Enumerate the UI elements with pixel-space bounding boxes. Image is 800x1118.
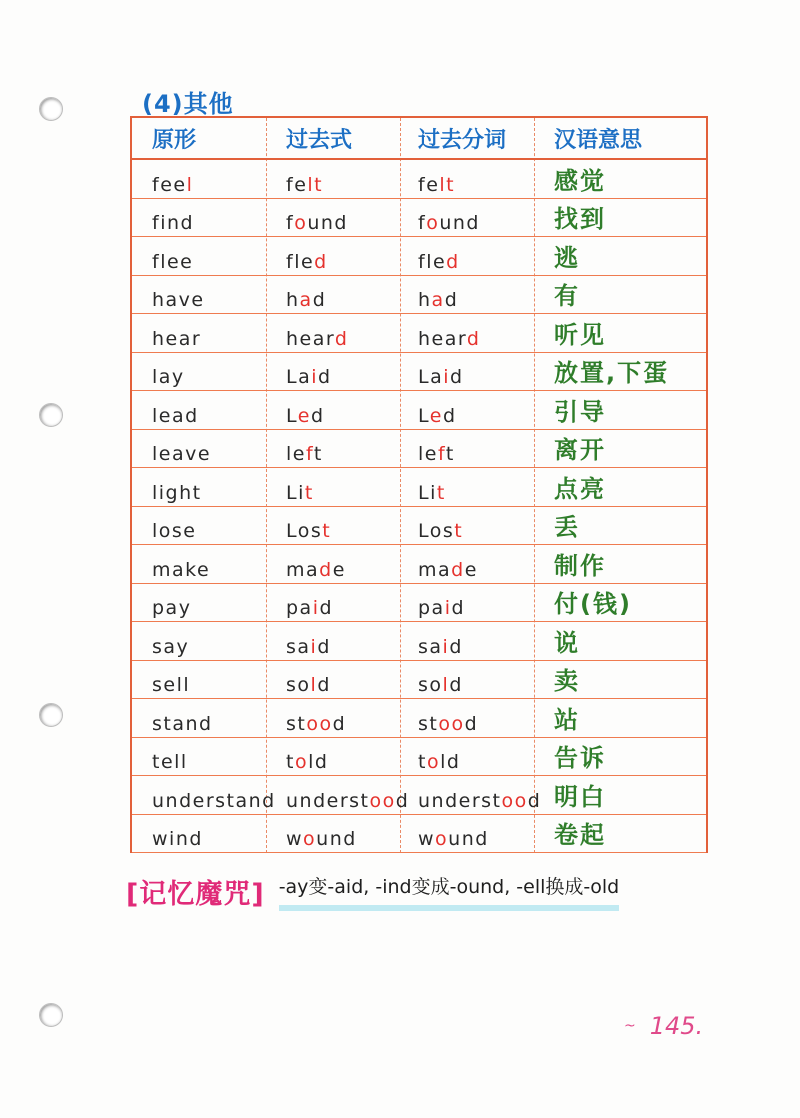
changed-letters: i: [311, 366, 319, 388]
changed-letters: oo: [306, 712, 333, 735]
word-segment: d: [449, 674, 463, 696]
header-base-form: 原形: [152, 127, 197, 153]
base-form-cell: [132, 545, 266, 583]
meaning-cell: [534, 314, 706, 352]
word-segment: lay: [152, 366, 185, 388]
past-tense-cell: [266, 622, 400, 660]
header-past-tense: 过去式: [286, 127, 353, 153]
past-tense-cell-text: [286, 289, 326, 311]
word-segment: lose: [152, 520, 197, 542]
memory-tip: [126, 872, 619, 911]
section-title: (4)其他: [142, 90, 234, 118]
header-chinese-meaning: 汉语意思: [554, 127, 643, 153]
base-form-cell-text: [152, 597, 191, 619]
binder-hole-4: [39, 1003, 63, 1027]
base-form-cell: [132, 507, 266, 545]
word-segment: ld: [440, 751, 461, 773]
table-row: [132, 468, 706, 507]
past-participle-cell: [400, 545, 534, 583]
past-tense-cell: [266, 584, 400, 622]
past-participle-cell-text: [418, 174, 455, 196]
table-row: [132, 738, 706, 777]
past-participle-cell-text: [418, 212, 480, 234]
base-form-cell-text: [152, 482, 202, 504]
word-segment: underst: [286, 789, 370, 812]
word-segment: fe: [418, 173, 440, 196]
word-segment: ma: [286, 558, 320, 581]
past-tense-cell: [266, 276, 400, 314]
word-segment: und: [307, 212, 348, 234]
past-tense-cell: [266, 545, 400, 583]
word-segment: Los: [286, 520, 323, 542]
past-tense-cell-text: [286, 713, 346, 735]
changed-letters: f: [437, 443, 446, 465]
base-form-cell-text: [152, 443, 211, 465]
changed-letters: oo: [438, 712, 465, 735]
meaning-text: 丢: [554, 513, 580, 541]
past-tense-cell-text: [286, 405, 325, 427]
meaning-cell: [534, 507, 706, 545]
table-row: [132, 314, 706, 353]
word-segment: w: [286, 828, 304, 850]
meaning-text: 放置,下蛋: [554, 359, 670, 387]
meaning-text: 卷起: [554, 821, 606, 849]
base-form-cell-text: [152, 790, 276, 812]
base-form-cell: [132, 776, 276, 814]
past-tense-cell: [266, 160, 400, 198]
changed-letters: i: [442, 635, 450, 658]
word-segment: t: [286, 751, 295, 773]
table-row: [132, 353, 706, 392]
past-tense-cell: [266, 237, 400, 275]
word-segment: find: [152, 212, 195, 234]
meaning-cell: [534, 699, 706, 737]
table-row: [132, 199, 706, 238]
meaning-cell: [534, 430, 706, 468]
word-segment: e: [464, 558, 478, 581]
changed-letters: t: [436, 481, 446, 504]
base-form-cell-text: [152, 674, 190, 696]
table-row: [132, 584, 706, 623]
page-number-text: 145.: [649, 1012, 704, 1040]
table-row: [132, 237, 706, 276]
word-segment: f: [418, 212, 427, 234]
past-participle-cell-text: [418, 366, 464, 388]
word-segment: w: [418, 828, 436, 850]
word-segment: ld: [308, 751, 329, 773]
base-form-cell: [132, 738, 266, 776]
changed-letters: i: [444, 597, 452, 619]
base-form-cell-text: [152, 405, 199, 427]
word-segment: d: [464, 712, 479, 735]
meaning-text: 找到: [554, 205, 606, 233]
past-tense-cell-text: [286, 751, 328, 773]
table-row: [132, 545, 706, 584]
meaning-text: 站: [554, 705, 580, 734]
base-form-cell: [132, 815, 266, 853]
past-tense-cell-text: [286, 328, 348, 350]
word-segment: d: [444, 289, 459, 311]
base-form-cell: [132, 391, 266, 429]
base-form-cell-text: [152, 713, 213, 735]
meaning-cell: [534, 622, 706, 660]
past-participle-cell: [400, 430, 534, 468]
meaning-text: 制作: [554, 551, 606, 580]
past-participle-cell: [400, 468, 534, 506]
base-form-cell-text: [152, 328, 201, 350]
changed-letters: i: [312, 597, 320, 619]
word-segment: light: [152, 481, 202, 504]
meaning-text: 点亮: [554, 474, 606, 503]
past-participle-cell: [400, 353, 534, 391]
past-tense-cell-text: [286, 636, 331, 658]
past-participle-cell-text: [418, 405, 457, 427]
past-participle-cell-text: [418, 751, 460, 773]
word-segment: make: [152, 558, 211, 581]
word-segment: hear: [286, 327, 335, 350]
table-row: [132, 661, 706, 700]
past-tense-cell-text: [286, 597, 333, 619]
changed-letters: o: [303, 828, 317, 850]
word-segment: fe: [286, 173, 308, 196]
word-segment: L: [418, 404, 430, 427]
past-participle-cell: [400, 776, 542, 814]
meaning-cell: [534, 353, 706, 391]
table-header-row: [132, 118, 706, 160]
meaning-cell: [534, 160, 706, 198]
word-segment: d: [527, 789, 542, 812]
changed-letters: l: [186, 173, 194, 196]
word-segment: leave: [152, 443, 212, 465]
word-segment: st: [418, 712, 439, 735]
past-tense-cell: [266, 661, 400, 699]
word-segment: have: [152, 289, 205, 311]
past-participle-cell-text: [418, 674, 463, 696]
meaning-text: 逃: [554, 243, 580, 272]
past-tense-cell-text: [286, 174, 323, 196]
past-participle-cell: [400, 276, 534, 314]
word-segment: fle: [418, 250, 447, 273]
meaning-text: 明白: [554, 782, 606, 811]
past-tense-cell-text: [286, 251, 328, 273]
meaning-cell: [534, 276, 706, 314]
past-participle-cell-text: [418, 482, 446, 504]
meaning-text: 引导: [554, 397, 606, 426]
meaning-cell: [534, 661, 706, 699]
meaning-cell: [534, 815, 706, 853]
meaning-cell: [534, 391, 706, 429]
past-participle-cell-text: [418, 443, 455, 465]
word-segment: le: [286, 443, 306, 465]
word-segment: le: [418, 443, 438, 465]
word-segment: L: [286, 404, 298, 427]
changed-letters: o: [294, 751, 309, 773]
meaning-text: 告诉: [554, 744, 606, 772]
past-tense-cell: [266, 815, 400, 853]
word-segment: h: [286, 289, 300, 311]
word-segment: hear: [152, 327, 202, 350]
word-segment: hear: [418, 327, 467, 350]
changed-letters: lt: [439, 173, 456, 196]
changed-letters: l: [442, 674, 450, 696]
past-tense-cell: [266, 353, 400, 391]
word-segment: d: [317, 635, 331, 658]
base-form-cell: [132, 622, 266, 660]
word-segment: pay: [152, 597, 192, 619]
word-segment: und: [316, 828, 357, 850]
word-segment: d: [449, 635, 463, 658]
binder-hole-2: [39, 403, 63, 427]
changed-letters: t: [454, 520, 464, 542]
past-participle-cell-text: [418, 251, 460, 273]
word-segment: Li: [418, 481, 437, 504]
memory-tip-text: -ay变-aid, -ind变成-ound, -ell换成-old: [279, 872, 620, 911]
past-participle-cell: [400, 199, 534, 237]
changed-letters: o: [426, 751, 441, 773]
table-row: [132, 160, 706, 199]
past-participle-cell-text: [418, 289, 458, 311]
meaning-text: 听见: [554, 320, 606, 349]
past-tense-cell-text: [286, 520, 331, 542]
changed-letters: i: [310, 635, 318, 658]
word-segment: d: [450, 366, 464, 388]
meaning-text: 感觉: [554, 166, 606, 195]
table-row: [132, 430, 706, 469]
table-row: [132, 276, 706, 315]
meaning-text: 付(钱): [554, 590, 632, 618]
base-form-cell: [132, 430, 266, 468]
past-participle-cell: [400, 584, 534, 622]
base-form-cell: [132, 584, 266, 622]
base-form-cell-text: [152, 366, 185, 388]
changed-letters: e: [297, 404, 311, 427]
past-tense-cell-text: [286, 482, 314, 504]
base-form-cell-text: [152, 251, 193, 273]
word-segment: sa: [286, 635, 311, 658]
word-segment: f: [286, 212, 295, 234]
base-form-cell-text: [152, 636, 189, 658]
base-form-cell: [132, 661, 266, 699]
meaning-cell: [534, 199, 706, 237]
past-participle-cell-text: [418, 713, 478, 735]
word-segment: d: [318, 366, 332, 388]
header-past-participle: 过去分词: [418, 127, 507, 153]
word-segment: d: [332, 712, 347, 735]
word-segment: so: [418, 674, 443, 696]
changed-letters: d: [314, 250, 328, 273]
past-tense-cell: [266, 468, 400, 506]
word-segment: lead: [152, 404, 199, 427]
word-segment: sa: [418, 635, 443, 658]
meaning-cell: [534, 237, 706, 275]
word-segment: d: [451, 597, 466, 619]
changed-letters: e: [429, 404, 443, 427]
base-form-cell-text: [152, 289, 205, 311]
changed-letters: l: [310, 674, 318, 696]
past-participle-cell-text: [418, 328, 480, 350]
past-tense-cell-text: [286, 674, 331, 696]
base-form-cell: [132, 237, 266, 275]
past-tense-cell-text: [286, 366, 332, 388]
word-segment: wind: [152, 828, 203, 850]
changed-letters: o: [435, 828, 449, 850]
past-tense-cell: [266, 391, 400, 429]
meaning-cell: [534, 545, 706, 583]
table-row: [132, 699, 706, 738]
meaning-text: 卖: [554, 667, 580, 695]
past-tense-cell-text: [286, 790, 409, 812]
word-segment: t: [418, 751, 427, 773]
past-participle-cell: [400, 237, 534, 275]
past-tense-cell: [266, 738, 400, 776]
changed-letters: o: [426, 212, 440, 234]
past-participle-cell: [400, 738, 534, 776]
meaning-text: 有: [554, 282, 580, 310]
table-row: [132, 507, 706, 546]
changed-letters: d: [451, 558, 465, 581]
word-segment: st: [286, 712, 307, 735]
base-form-cell: [132, 699, 266, 737]
past-participle-cell: [400, 391, 534, 429]
past-tense-cell: [266, 776, 410, 814]
changed-letters: o: [294, 212, 308, 234]
table-row: [132, 776, 706, 815]
word-segment: d: [319, 597, 334, 619]
word-segment: e: [332, 558, 346, 581]
past-participle-cell-text: [418, 597, 465, 619]
changed-letters: i: [443, 366, 451, 388]
word-segment: Li: [286, 481, 305, 504]
table-row: [132, 391, 706, 430]
word-segment: pa: [418, 597, 445, 619]
word-segment: say: [152, 635, 190, 658]
word-segment: ma: [418, 558, 452, 581]
meaning-cell: [534, 776, 706, 814]
base-form-cell: [132, 276, 266, 314]
meaning-cell: [534, 468, 706, 506]
base-form-cell: [132, 199, 266, 237]
past-tense-cell: [266, 199, 400, 237]
word-segment: d: [442, 404, 457, 427]
word-segment: fle: [286, 250, 315, 273]
past-participle-cell: [400, 507, 534, 545]
base-form-cell-text: [152, 828, 203, 850]
past-participle-cell: [400, 160, 534, 198]
word-segment: d: [395, 789, 410, 812]
changed-letters: t: [304, 481, 314, 504]
past-participle-cell: [400, 815, 534, 853]
word-segment: fee: [152, 173, 187, 196]
word-segment: La: [418, 366, 444, 388]
base-form-cell: [132, 353, 266, 391]
changed-letters: oo: [501, 789, 528, 812]
word-segment: und: [439, 212, 480, 234]
meaning-text: 离开: [554, 436, 606, 464]
past-participle-cell-text: [418, 559, 478, 581]
changed-letters: oo: [369, 789, 396, 812]
base-form-cell: [132, 160, 266, 198]
changed-letters: a: [299, 289, 313, 311]
changed-letters: d: [319, 558, 333, 581]
word-segment: d: [312, 289, 327, 311]
past-participle-cell: [400, 622, 534, 660]
past-tense-cell: [266, 699, 400, 737]
past-tense-cell-text: [286, 559, 346, 581]
base-form-cell: [132, 468, 266, 506]
past-participle-cell: [400, 314, 534, 352]
meaning-text: 说: [554, 628, 580, 657]
past-participle-cell-text: [418, 636, 463, 658]
base-form-cell-text: [152, 212, 194, 234]
table-row: [132, 622, 706, 661]
word-segment: d: [317, 674, 331, 696]
base-form-cell-text: [152, 559, 210, 581]
past-participle-cell-text: [418, 790, 541, 812]
word-segment: tell: [152, 751, 188, 773]
past-participle-cell-text: [418, 520, 463, 542]
past-participle-cell: [400, 661, 534, 699]
past-tense-cell: [266, 314, 400, 352]
page-number: [624, 1012, 703, 1040]
meaning-cell: [534, 738, 706, 776]
base-form-cell-text: [152, 520, 197, 542]
base-form-cell: [132, 314, 266, 352]
past-participle-cell-text: [418, 828, 489, 850]
base-form-cell-text: [152, 174, 193, 196]
changed-letters: d: [466, 327, 481, 350]
word-segment: h: [418, 289, 432, 311]
word-segment: flee: [152, 250, 194, 273]
word-segment: so: [286, 674, 311, 696]
base-form-cell-text: [152, 751, 188, 773]
past-tense-cell: [266, 507, 400, 545]
word-segment: Los: [418, 520, 455, 542]
past-tense-cell-text: [286, 828, 357, 850]
word-segment: und: [448, 828, 489, 850]
word-segment: stand: [152, 712, 213, 735]
word-segment: sell: [152, 674, 191, 696]
past-tense-cell-text: [286, 443, 323, 465]
table-body: [132, 160, 706, 853]
word-segment: La: [286, 366, 312, 388]
past-tense-cell-text: [286, 212, 348, 234]
irregular-verb-table: [130, 116, 708, 853]
table-row: [132, 815, 706, 854]
word-segment: underst: [418, 789, 502, 812]
past-tense-cell: [266, 430, 400, 468]
binder-hole-1: [39, 97, 63, 121]
page-mark-icon: ~: [624, 1018, 636, 1034]
word-segment: t: [445, 443, 455, 465]
word-segment: d: [310, 404, 325, 427]
changed-letters: d: [334, 327, 349, 350]
word-segment: pa: [286, 597, 313, 619]
past-participle-cell: [400, 699, 534, 737]
meaning-cell: [534, 584, 706, 622]
changed-letters: a: [431, 289, 445, 311]
binder-hole-3: [39, 703, 63, 727]
word-segment: t: [313, 443, 323, 465]
changed-letters: lt: [307, 173, 324, 196]
memory-tip-label: [记忆魔咒]: [126, 879, 265, 910]
changed-letters: f: [305, 443, 314, 465]
changed-letters: d: [446, 250, 460, 273]
changed-letters: t: [322, 520, 332, 542]
word-segment: understand: [152, 789, 276, 812]
